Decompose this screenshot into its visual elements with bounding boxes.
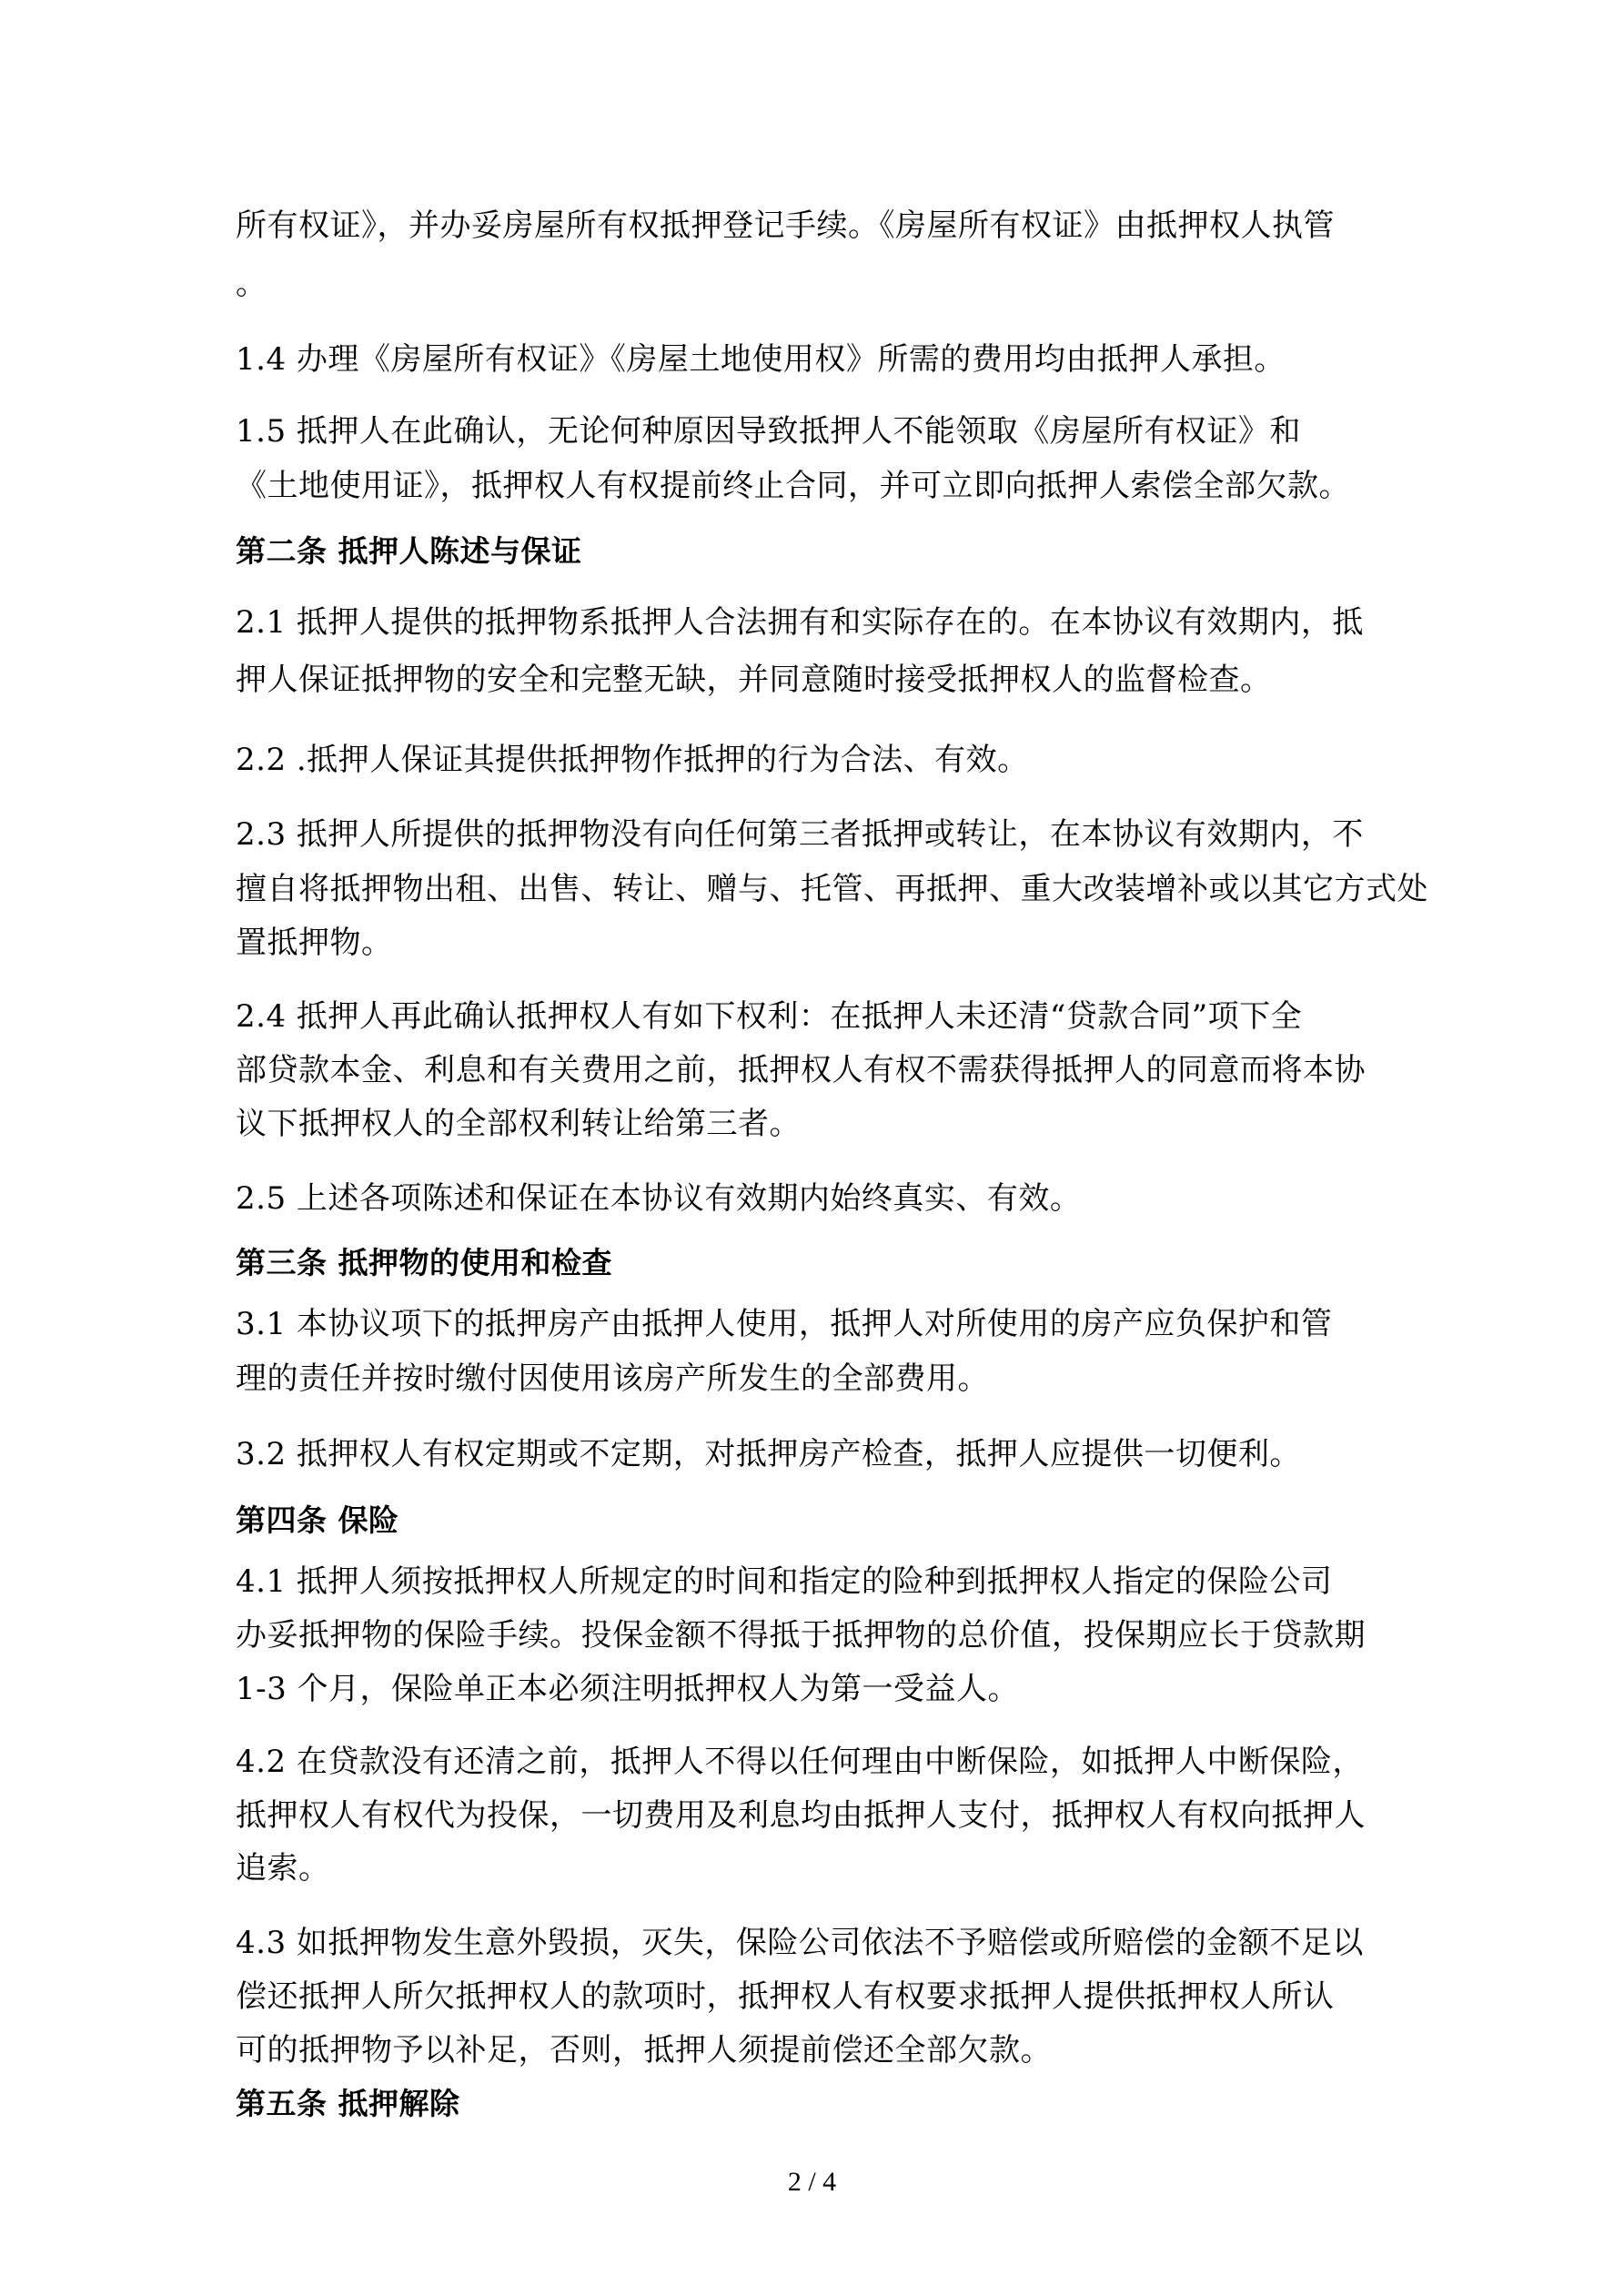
text-line: 1.5 抵押人在此确认，无论何种原因导致抵押人不能领取《房屋所有权证》和 <box>236 413 1301 450</box>
text-line: 2.3 抵押人所提供的抵押物没有向任何第三者抵押或转让，在本协议有效期内，不 <box>236 816 1364 853</box>
text-line: 。 <box>236 266 267 302</box>
text-line: 抵押权人有权代为投保，一切费用及利息均由抵押人支付，抵押权人有权向抵押人 <box>236 1797 1366 1834</box>
text-line: 追索。 <box>236 1850 330 1886</box>
text-line: 3.1 本协议项下的抵押房产由抵押人使用，抵押人对所使用的房产应负保护和管 <box>236 1306 1333 1342</box>
text-line: 偿还抵押人所欠抵押权人的款项时，抵押权人有权要求抵押人提供抵押权人所认 <box>236 1978 1335 2015</box>
text-line: 理的责任并按时缴付因使用该房产所发生的全部费用。 <box>236 1360 989 1397</box>
text-line: 4.1 抵押人须按抵押权人所规定的时间和指定的险种到抵押权人指定的保险公司 <box>236 1563 1333 1600</box>
text-line: 1.4 办理《房屋所有权证》《房屋土地使用权》所需的费用均由抵押人承担。 <box>236 341 1286 378</box>
text-line: 2.1 抵押人提供的抵押物系抵押人合法拥有和实际存在的。在本协议有效期内，抵 <box>236 604 1364 641</box>
text-line: 部贷款本金、利息和有关费用之前，抵押权人有权不需获得抵押人的同意而将本协 <box>236 1052 1366 1088</box>
text-line: 3.2 抵押权人有权定期或不定期，对抵押房产检查，抵押人应提供一切便利。 <box>236 1436 1301 1472</box>
text-line: 办妥抵押物的保险手续。投保金额不得抵于抵押物的总价值，投保期应长于贷款期 <box>236 1617 1366 1654</box>
text-line: 《土地使用证》，抵押权人有权提前终止合同，并可立即向抵押人索偿全部欠款。 <box>236 468 1350 504</box>
section-heading: 第三条 抵押物的使用和检查 <box>236 1245 612 1280</box>
text-line: 所有权证》，并办妥房屋所有权抵押登记手续。《房屋所有权证》由抵押权人执管 <box>236 207 1335 244</box>
section-heading: 第五条 抵押解除 <box>236 2086 460 2121</box>
text-line: 押人保证抵押物的安全和完整无缺，并同意随时接受抵押权人的监督检查。 <box>236 662 1272 698</box>
text-line: 擅自将抵押物出租、出售、转让、赠与、托管、再抵押、重大改装增补或以其它方式处 <box>236 871 1428 907</box>
text-line: 2.2 .抵押人保证其提供抵押物作抵押的行为合法、有效。 <box>236 742 1029 778</box>
page-number: 2 / 4 <box>787 2167 837 2197</box>
text-line: 2.5 上述各项陈述和保证在本协议有效期内始终真实、有效。 <box>236 1180 1082 1217</box>
text-line: 4.2 在贷款没有还清之前，抵押人不得以任何理由中断保险，如抵押人中断保险， <box>236 1744 1364 1780</box>
text-line: 置抵押物。 <box>236 925 393 961</box>
section-heading: 第二条 抵押人陈述与保证 <box>236 533 582 569</box>
section-heading: 第四条 保险 <box>236 1502 399 1538</box>
text-line: 2.4 抵押人再此确认抵押权人有如下权利：在抵押人未还清“贷款合同”项下全 <box>236 998 1303 1035</box>
text-line: 可的抵押物予以补足，否则，抵押人须提前偿还全部欠款。 <box>236 2032 1052 2068</box>
text-line: 议下抵押权人的全部权利转让给第三者。 <box>236 1106 801 1142</box>
text-line: 1-3 个月，保险单正本必须注明抵押权人为第一受益人。 <box>236 1671 1020 1707</box>
text-line: 4.3 如抵押物发生意外毁损，灭失，保险公司依法不予赔偿或所赔偿的金额不足以 <box>236 1925 1364 1961</box>
